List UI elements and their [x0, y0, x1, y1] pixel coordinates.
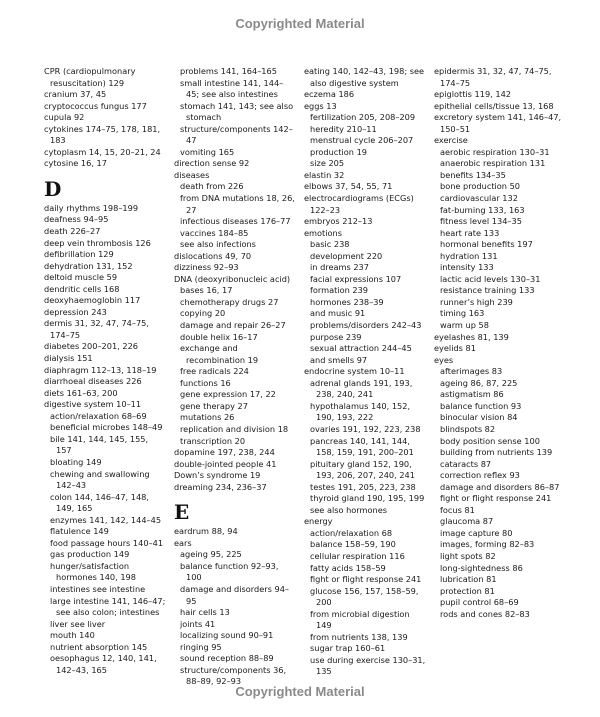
- index-entry: epithelial cells/tissue 13, 168: [434, 100, 554, 111]
- index-subentry: damage and disorders 94–95: [180, 583, 289, 606]
- index-subentry: from nutrients 138, 139: [310, 631, 408, 642]
- index-subentry: ovaries 191, 192, 223, 238: [310, 423, 421, 434]
- index-subentry: bases 16, 17: [180, 285, 233, 296]
- section-letter-heading: E: [174, 500, 190, 525]
- index-entry: dopamine 197, 238, 244: [174, 447, 275, 458]
- index-entry: cupula 92: [44, 112, 85, 123]
- index-subentry: basic 238: [310, 239, 350, 250]
- index-subentry: cardiovascular 132: [440, 193, 518, 204]
- index-subentry: bone production 50: [440, 181, 521, 192]
- index-subentry: cellular respiration 116: [310, 550, 405, 561]
- index-subentry: balance function 92–93, 100: [180, 560, 279, 583]
- index-subentry: flatulence 149: [50, 526, 109, 537]
- index-entry: deafness 94–95: [44, 214, 109, 225]
- index-subentry: see also infections: [180, 239, 256, 250]
- index-entry: diabetes 200–201, 226: [44, 341, 139, 352]
- index-subentry: gas production 149: [50, 549, 130, 560]
- index-subentry: functions 16: [180, 377, 231, 388]
- index-subentry: problems 141, 164–165: [180, 66, 277, 76]
- index-subentry: testes 191, 205, 223, 238: [310, 481, 416, 492]
- index-subentry: problems/disorders 242–43: [310, 320, 422, 331]
- index-entry: cranium 37, 45: [44, 89, 107, 100]
- index-subentry: liver see liver: [50, 618, 106, 629]
- index-subentry: heart rate 133: [440, 227, 500, 238]
- index-entry: electrocardiograms (ECGs) 122–23: [304, 193, 414, 215]
- index-subentry: intestines see intestine: [50, 583, 146, 594]
- index-entry: epidermis 31, 32, 47, 74–75, 174–75: [434, 66, 552, 88]
- index-entry: diarrhoeal diseases 226: [44, 376, 142, 387]
- index-subentry: images, forming 82–83: [440, 539, 535, 550]
- index-entry: excretory system 141, 146–47, 150–51: [434, 112, 562, 134]
- index-entry: CPR (cardiopulmonary: [44, 66, 136, 76]
- index-subentry: menstrual cycle 206–207: [310, 135, 414, 146]
- index-subentry: rods and cones 82–83: [440, 608, 530, 619]
- index-subentry: large intestine 141, 146–47; see also colon; intestines: [50, 595, 166, 618]
- index-subentry: oesophagus 12, 140, 141, 142–43, 165: [50, 653, 157, 675]
- index-subentry: ageing 95, 225: [180, 549, 242, 560]
- index-entry: cytoplasm 14, 15, 20–21, 24: [44, 146, 161, 157]
- index-subentry: balance function 93: [440, 400, 522, 411]
- index-subentry: resistance training 133: [440, 285, 535, 296]
- index-subentry: structure/components 36, 88–89, 92–93: [180, 664, 287, 687]
- index-subentry: beneficial microbes 148–49: [50, 422, 163, 433]
- index-subentry: warm up 58: [440, 320, 489, 331]
- index-subentry: pituitary gland 152, 190, 193, 206, 207, 240, 241: [310, 458, 415, 481]
- index-subentry: hair cells 13: [180, 607, 230, 618]
- index-subentry: from microbial digestion 149: [310, 608, 410, 631]
- index-subentry: fatty acids 158–59: [310, 562, 386, 573]
- copyright-watermark-bottom: Copyrighted Material: [235, 684, 365, 699]
- index-entry: daily rhythms 198–199: [44, 202, 139, 213]
- index-entry: death 226–27: [44, 226, 101, 237]
- index-subentry: fight or flight response 241: [440, 493, 552, 504]
- index-column-3: [304, 66, 426, 678]
- index-subentry: ringing 95: [180, 641, 222, 652]
- index-subentry: gene therapy 27: [180, 400, 248, 411]
- index-subentry: pancreas 140, 141, 144, 158, 159, 191, 200–201: [310, 435, 414, 458]
- index-subentry: glaucoma 87: [440, 516, 494, 527]
- index-subentry: free radicals 224: [180, 366, 249, 377]
- index-subentry: sugar trap 160–61: [310, 643, 386, 654]
- index-subentry: lactic acid levels 130–31: [440, 273, 541, 284]
- index-entry: eczema 186: [304, 89, 355, 100]
- index-entry: elastin 32: [304, 169, 345, 180]
- index-subentry: fat-burning 133, 163: [440, 204, 525, 215]
- index-subentry: colon 144, 146–47, 148, 149, 165: [50, 491, 149, 514]
- index-subentry: hunger/satisfaction hormones 140, 198: [50, 560, 136, 583]
- index-subentry: enzymes 141, 142, 144–45: [50, 514, 162, 525]
- index-entry: deep vein thrombosis 126: [44, 237, 151, 248]
- copyright-watermark-top: Copyrighted Material: [235, 16, 365, 31]
- index-entry: DNA (deoxyribonucleic acid): [174, 273, 291, 284]
- index-entry: digestive system 10–11: [44, 399, 142, 410]
- index-subentry: fertilization 205, 208–209: [310, 112, 416, 123]
- index-subentry: resuscitation) 129: [50, 77, 125, 88]
- index-subentry: small intestine 141, 144–45; see also intestines: [180, 77, 284, 100]
- index-subentry: from DNA mutations 18, 26, 27: [180, 193, 295, 215]
- index-subentry: heredity 210–11: [310, 123, 377, 134]
- index-subentry: transcription 20: [180, 435, 246, 446]
- index-entry: dreaming 234, 236–37: [174, 481, 267, 492]
- index-entry: eyes: [434, 354, 454, 365]
- index-entry: dizziness 92–93: [174, 262, 239, 273]
- index-subentry: benefits 134–35: [440, 169, 506, 180]
- index-subentry: and smells 97: [310, 354, 368, 365]
- index-subentry: pupil control 68–69: [440, 597, 519, 608]
- index-subentry: localizing sound 90–91: [180, 630, 274, 641]
- index-subentry: mouth 140: [50, 630, 95, 641]
- index-subentry: and music 91: [310, 308, 366, 319]
- index-subentry: long-sightedness 86: [440, 562, 523, 573]
- index-subentry: glucose 156, 157, 158–59, 200: [310, 585, 419, 608]
- index-entry: double-jointed people 41: [174, 458, 277, 469]
- index-subentry: focus 81: [440, 504, 475, 515]
- index-subentry: vomiting 165: [180, 146, 235, 157]
- index-entry: defibrillation 129: [44, 249, 114, 260]
- index-entry: cryptococcus fungus 177: [44, 100, 147, 111]
- index-subentry: protection 81: [440, 585, 495, 596]
- index-column-2: [174, 66, 296, 688]
- index-subentry: replication and division 18: [180, 423, 289, 434]
- index-subentry: sexual attraction 244–45: [310, 343, 412, 354]
- index-subentry: runner’s high 239: [440, 296, 513, 307]
- index-subentry: purpose 239: [310, 331, 362, 342]
- index-subentry: double helix 16–17: [180, 331, 258, 342]
- index-entry: dendritic cells 168: [44, 283, 120, 294]
- index-entry: ears: [174, 537, 192, 548]
- index-subentry: blindspots 82: [440, 423, 496, 434]
- index-subentry: astigmatism 86: [440, 389, 504, 400]
- index-subentry: anaerobic respiration 131: [440, 158, 546, 169]
- index-entry: dermis 31, 32, 47, 74–75, 174–75: [44, 318, 149, 340]
- index-entry: diets 161–63, 200: [44, 387, 118, 398]
- index-entry: deoxyhaemoglobin 117: [44, 295, 141, 306]
- index-subentry: intensity 133: [440, 262, 494, 273]
- index-entry: emotions: [304, 227, 342, 238]
- index-entry: direction sense 92: [174, 158, 250, 169]
- index-subentry: action/relaxation 68–69: [50, 410, 147, 421]
- index-entry: cytosine 16, 17: [44, 158, 107, 169]
- index-subentry: bloating 149: [50, 456, 102, 467]
- index-subentry: gene expression 17, 22: [180, 389, 276, 400]
- index-subentry: timing 163: [440, 308, 485, 319]
- index-subentry: binocular vision 84: [440, 412, 518, 423]
- index-subentry: formation 239: [310, 285, 369, 296]
- index-subentry: damage and disorders 86–87: [440, 481, 560, 492]
- index-entry: eyelids 81: [434, 343, 476, 354]
- index-subentry: vaccines 184–85: [180, 227, 249, 238]
- index-subentry: joints 41: [180, 618, 216, 629]
- index-subentry: size 205: [310, 158, 345, 169]
- index-entry: dehydration 131, 152: [44, 260, 133, 271]
- index-entry: exercise: [434, 135, 468, 146]
- index-subentry: mutations 26: [180, 412, 235, 423]
- index-subentry: fight or flight response 241: [310, 574, 422, 585]
- index-subentry: production 19: [310, 146, 367, 157]
- index-subentry: see also hormones: [310, 504, 388, 515]
- index-subentry: thyroid gland 190, 195, 199: [310, 493, 425, 504]
- index-subentry: nutrient absorption 145: [50, 641, 148, 652]
- index-subentry: fitness level 134–35: [440, 216, 522, 227]
- index-subentry: in dreams 237: [310, 262, 369, 273]
- index-entry: diseases: [174, 169, 210, 180]
- index-subentry: bile 141, 144, 145, 155, 157: [50, 433, 149, 456]
- index-entry: energy: [304, 516, 333, 527]
- index-column-4: [434, 66, 562, 620]
- index-subentry: stomach 141, 143; see also stomach: [180, 100, 294, 123]
- index-subentry: copying 20: [180, 308, 226, 319]
- index-subentry: structure/components 142–47: [180, 123, 293, 146]
- index-subentry: correction reflex 93: [440, 470, 520, 481]
- index-subentry: infectious diseases 176–77: [180, 216, 291, 227]
- index-subentry: lubrication 81: [440, 574, 497, 585]
- index-entry: depression 243: [44, 306, 107, 317]
- index-subentry: balance 158–59, 190: [310, 539, 396, 550]
- index-subentry: aerobic respiration 130–31: [440, 146, 550, 157]
- index-subentry: hormonal benefits 197: [440, 239, 533, 250]
- index-subentry: hydration 131: [440, 250, 498, 261]
- index-subentry: adrenal glands 191, 193, 238, 240, 241: [310, 377, 413, 400]
- index-subentry: chemotherapy drugs 27: [180, 296, 279, 307]
- index-subentry: damage and repair 26–27: [180, 320, 286, 331]
- index-entry: dialysis 151: [44, 353, 93, 364]
- index-subentry: hypothalamus 140, 152, 190, 193, 222: [310, 400, 411, 423]
- index-subentry: ageing 86, 87, 225: [440, 377, 518, 388]
- index-subentry: cataracts 87: [440, 458, 492, 469]
- index-subentry: chewing and swallowing 142–43: [50, 468, 150, 491]
- index-subentry: development 220: [310, 250, 383, 261]
- index-entry: epiglottis 119, 142: [434, 89, 512, 100]
- index-subentry: use during exercise 130–31, 135: [310, 654, 426, 677]
- index-entry: eyelashes 81, 139: [434, 331, 509, 342]
- index-subentry: exchange and recombination 19: [180, 343, 259, 365]
- index-subentry: death from 226: [180, 181, 244, 192]
- index-subentry: facial expressions 107: [310, 273, 402, 284]
- index-entry: endocrine system 10–11: [304, 366, 405, 377]
- index-subentry: body position sense 100: [440, 435, 540, 446]
- index-entry: cytokines 174–75, 178, 181, 183: [44, 123, 161, 146]
- index-subentry: action/relaxation 68: [310, 527, 393, 538]
- index-subentry: building from nutrients 139: [440, 447, 553, 458]
- index-column-1: [44, 66, 166, 676]
- section-letter-heading: D: [44, 176, 62, 201]
- index-subentry: food passage hours 140–41: [50, 537, 164, 548]
- index-entry: embryos 212–13: [304, 216, 373, 227]
- index-entry: dislocations 49, 70: [174, 250, 252, 261]
- index-subentry: sound reception 88–89: [180, 653, 274, 664]
- index-subentry: light spots 82: [440, 550, 496, 561]
- index-subentry: image capture 80: [440, 527, 513, 538]
- index-entry: eggs 13: [304, 100, 337, 111]
- index-subentry: hormones 238–39: [310, 296, 384, 307]
- index-subentry: afterimages 83: [440, 366, 503, 377]
- index-entry: elbows 37, 54, 55, 71: [304, 181, 393, 192]
- index-entry: diaphragm 112–13, 118–19: [44, 364, 157, 375]
- index-entry: eating 140, 142–43, 198; see also digestive system: [304, 66, 425, 88]
- index-entry: eardrum 88, 94: [174, 526, 238, 537]
- index-entry: Down’s syndrome 19: [174, 470, 261, 481]
- index-entry: deltoid muscle 59: [44, 272, 118, 283]
